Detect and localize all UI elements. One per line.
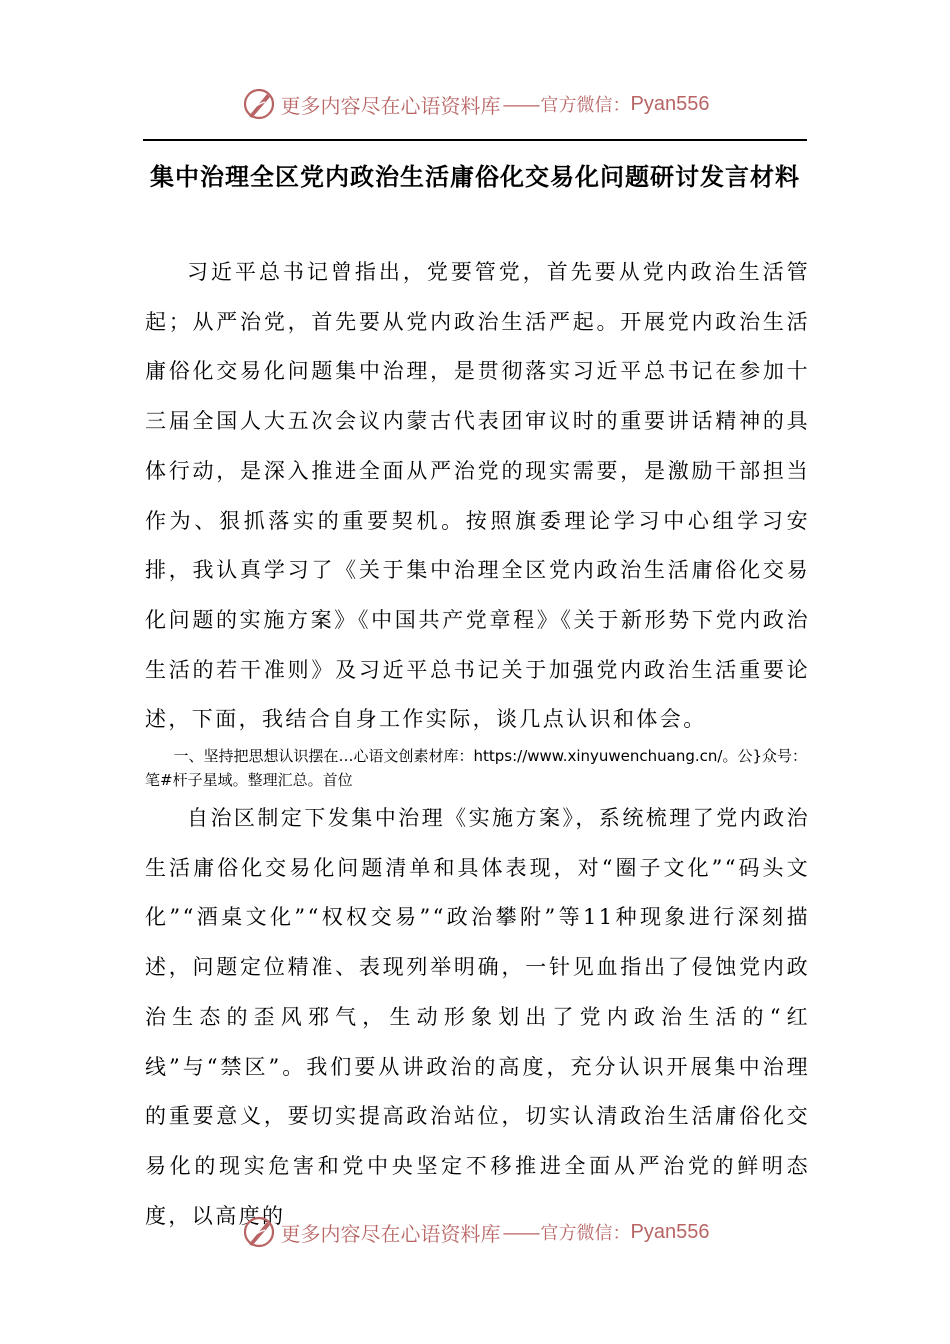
banner-separator: —— (502, 1220, 539, 1244)
banner-wechat-label: 官方微信： (540, 95, 631, 116)
banner-wechat-id: Pyan556 (630, 92, 710, 115)
banner-separator: —— (502, 92, 539, 116)
header-divider (143, 139, 807, 141)
section-heading-watermark: 一、坚持把思想认识摆在…心语文创素材库：https://www.xinyuwenchuang.cn/。公}众号：笔#杆子星域。整理汇总。首位 (145, 747, 808, 789)
banner-text: 更多内容尽在心语资料库 (280, 1221, 501, 1246)
quill-logo-icon (241, 1214, 277, 1250)
document-title: 集中治理全区党内政治生活庸俗化交易化问题研讨发言材料 (150, 163, 800, 191)
header-banner (0, 84, 950, 124)
quill-logo-icon (241, 86, 277, 122)
banner-text: 更多内容尽在心语资料库 (280, 93, 501, 118)
footer-banner (0, 1212, 950, 1252)
banner-wechat-label: 官方微信： (540, 1223, 631, 1244)
body-paragraph: 自治区制定下发集中治理《实施方案》，系统梳理了党内政治生活庸俗化交易化问题清单和具体表现，对“圈子文化”“码头文化”“酒桌文化”“权权交易”“政治攀附”等11种现象进行深刻描述，问题定位精准、表现列举明确，一针见血指出了侵蚀党内政治生态的歪风邪气，生动形象划出了党内政治生活的“红线”与“禁区”。我们要从讲政治的高度，充分认识开展集中治理的重要意义，要切实提高政治站位，切实认清政治生活庸俗化交易化的现实危害和党中央坚定不移推进全面从严治党的鲜明态度，以高度的 (145, 806, 810, 1228)
banner-wechat-id: Pyan556 (630, 1220, 710, 1243)
body-paragraph: 习近平总书记曾指出，党要管党，首先要从党内政治生活管起；从严治党，首先要从党内政治生活严起。开展党内政治生活庸俗化交易化问题集中治理，是贯彻落实习近平总书记在参加十三届全国人大五次会议内蒙古代表团审议时的重要讲话精神的具体行动，是深入推进全面从严治党的现实需要，是激励干部担当作为、狠抓落实的重要契机。按照旗委理论学习中心组学习安排，我认真学习了《关于集中治理全区党内政治生活庸俗化交易化问题的实施方案》《中国共产党章程》《关于新形势下党内政治生活的若干准则》及习近平总书记关于加强党内政治生活重要论述，下面，我结合自身工作实际，谈几点认识和体会。 (145, 260, 810, 732)
